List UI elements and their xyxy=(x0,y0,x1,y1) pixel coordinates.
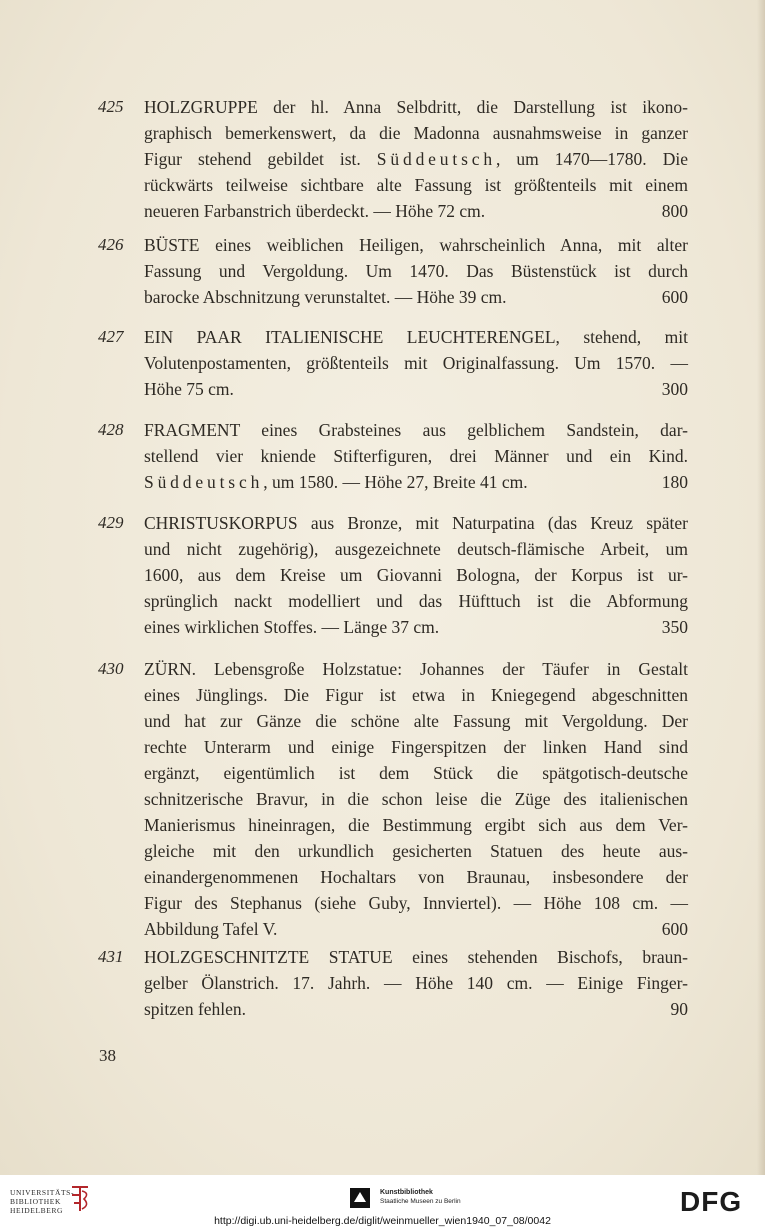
lot-entry xyxy=(98,510,688,640)
lot-entry xyxy=(98,324,688,402)
lot-line: ergänzt, eigentümlich ist dem Stück die spätgotisch-deutsche xyxy=(144,763,688,783)
lot-last-line xyxy=(144,996,688,1022)
lot-last-text-part: , um 1580. — Höhe 27, Breite 41 cm. xyxy=(263,472,528,492)
lot-price: 600 xyxy=(661,919,688,939)
lot-line: rechte Unterarm und einige Fingerspitzen der linken Hand sind xyxy=(144,737,688,757)
lot-line: Volutenpostamenten, größtenteils mit Originalfassung. Um 1570. — xyxy=(144,353,688,373)
lot-line: und nicht zugehörig), ausgezeichnete deutsch-flämische Arbeit, um xyxy=(144,539,688,559)
lot-line-part: Figur stehend gebildet ist. xyxy=(144,149,377,169)
kunstbibliothek-logo-icon xyxy=(350,1188,370,1208)
university-library-label xyxy=(10,1188,74,1215)
lot-price: 800 xyxy=(661,201,688,221)
lot-number: 428 xyxy=(98,420,124,439)
lot-price: 350 xyxy=(661,617,688,637)
lot-last-text xyxy=(144,469,528,495)
lot-description xyxy=(144,944,688,1022)
lot-number: 426 xyxy=(98,235,124,254)
lot-last-line xyxy=(144,198,688,224)
lot-last-line xyxy=(144,376,688,402)
lot-last-text: neueren Farbanstrich überdeckt. — Höhe 72 cm. xyxy=(144,201,486,221)
lot-description xyxy=(144,94,688,224)
lot-description xyxy=(144,232,688,310)
lot-line: rückwärts teilweise sichtbare alte Fassung ist größtenteils mit einem xyxy=(144,175,688,195)
page-edge-shadow xyxy=(757,0,765,1175)
lot-last-line xyxy=(144,469,688,495)
kunstbibliothek-label xyxy=(380,1188,461,1206)
lot-line: Manierismus hineinragen, die Bestimmung ergibt sich aus dem Ver- xyxy=(144,815,688,835)
lot-line: Figur des Stephanus (siehe Guby, Innviertel). — Höhe 108 cm. — xyxy=(144,893,688,913)
lot-line: stellend vier kniende Stifterfiguren, drei Männer und ein Kind. xyxy=(144,446,688,466)
lot-price: 300 xyxy=(661,379,688,399)
lot-number: 429 xyxy=(98,513,124,532)
lot-last-line xyxy=(144,614,688,640)
page-number: 38 xyxy=(99,1046,116,1065)
lot-line: CHRISTUSKORPUS aus Bronze, mit Naturpatina (das Kreuz später xyxy=(144,513,688,533)
lot-line: ZÜRN. Lebensgroße Holzstatue: Johannes der Täufer in Gestalt xyxy=(144,659,688,679)
lot-number: 430 xyxy=(98,659,124,678)
lot-line: HOLZGESCHNITZTE STATUE eines stehenden Bischofs, braun- xyxy=(144,947,688,967)
lot-last-text: barocke Abschnitzung verunstaltet. — Höhe 39 cm. xyxy=(144,287,507,307)
lot-description xyxy=(144,324,688,402)
lot-description xyxy=(144,510,688,640)
lot-line: und hat zur Gänze die schöne alte Fassung mit Vergoldung. Der xyxy=(144,711,688,731)
heidelberg-logo-icon xyxy=(68,1183,92,1215)
kb-subtitle: Staatliche Museen zu Berlin xyxy=(380,1198,461,1205)
lot-last-text: Höhe 75 cm. xyxy=(144,379,234,399)
lot-last-text: spitzen fehlen. xyxy=(144,999,247,1019)
lot-line: gleiche mit den urkundlich gesicherten Statuen des heute aus- xyxy=(144,841,688,861)
lot-entry xyxy=(98,417,688,495)
lot-line-part: , um 1470—1780. Die xyxy=(496,149,688,169)
lot-line: schnitzerische Bravur, in die schon leise die Züge des italienischen xyxy=(144,789,688,809)
lot-line: BÜSTE eines weiblichen Heiligen, wahrscheinlich Anna, mit alter xyxy=(144,235,688,255)
lot-price: 600 xyxy=(661,287,688,307)
lot-line xyxy=(144,146,688,172)
lot-last-line xyxy=(144,916,688,942)
lot-last-text-part: Süddeutsch xyxy=(144,472,264,492)
uni-line: BIBLIOTHEK xyxy=(10,1197,61,1206)
lot-last-text: eines wirklichen Stoffes. — Länge 37 cm. xyxy=(144,617,440,637)
lot-line: 1600, aus dem Kreise um Giovanni Bologna, der Korpus ist ur- xyxy=(144,565,688,585)
kb-title: Kunstbibliothek xyxy=(380,1189,433,1196)
source-url-link[interactable]: http://digi.ub.uni-heidelberg.de/diglit/weinmueller_wien1940_07_08/0042 xyxy=(214,1215,551,1227)
lot-line: EIN PAAR ITALIENISCHE LEUCHTERENGEL, stehend, mit xyxy=(144,327,688,347)
lot-price: 180 xyxy=(661,472,688,492)
lot-line: FRAGMENT eines Grabsteines aus gelblichem Sandstein, dar- xyxy=(144,420,688,440)
lot-entry xyxy=(98,656,688,942)
lot-number: 425 xyxy=(98,97,124,116)
lot-entry xyxy=(98,94,688,224)
lot-description xyxy=(144,656,688,942)
lot-line: graphisch bemerkenswert, da die Madonna ausnahmsweise in ganzer xyxy=(144,123,688,143)
dfg-logo: DFG xyxy=(680,1186,743,1217)
lot-line: einandergenommenen Hochaltars von Braunau, insbesondere der xyxy=(144,867,688,887)
lot-line: eines Jünglings. Die Figur ist etwa in Kniegegend abgeschnitten xyxy=(144,685,688,705)
lot-description xyxy=(144,417,688,495)
lot-line-part: Süddeutsch xyxy=(376,149,496,169)
lot-entry xyxy=(98,232,688,310)
uni-line: UNIVERSITÄTS- xyxy=(10,1188,75,1197)
lot-line: HOLZGRUPPE der hl. Anna Selbdritt, die Darstellung ist ikono- xyxy=(144,97,688,117)
lot-line: Fassung und Vergoldung. Um 1470. Das Büstenstück ist durch xyxy=(144,261,688,281)
lot-price: 90 xyxy=(670,999,688,1019)
lot-line: sprünglich nackt modelliert und das Hüfttuch ist die Abformung xyxy=(144,591,688,611)
lot-line: gelber Ölanstrich. 17. Jahrh. — Höhe 140 cm. — Einige Finger- xyxy=(144,973,688,993)
lot-entry xyxy=(98,944,688,1022)
uni-line: HEIDELBERG xyxy=(10,1206,64,1215)
lot-last-text: Abbildung Tafel V. xyxy=(144,919,278,939)
lot-number: 427 xyxy=(98,327,124,346)
lot-number: 431 xyxy=(98,947,124,966)
lot-last-line xyxy=(144,284,688,310)
